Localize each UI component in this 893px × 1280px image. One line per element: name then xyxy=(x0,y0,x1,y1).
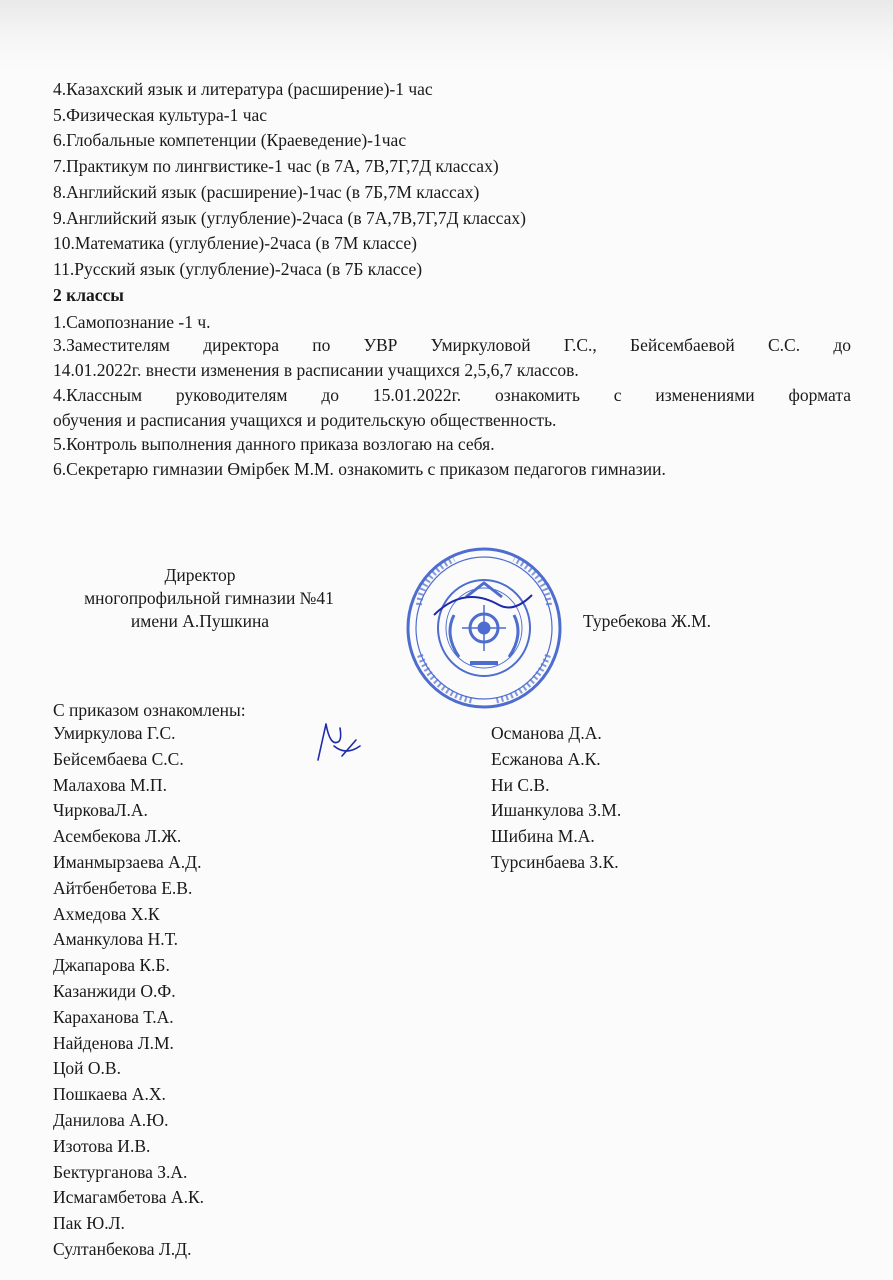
acquainted-name: Есжанова А.К. xyxy=(491,748,601,769)
acquainted-name: Шибина М.А. xyxy=(491,826,595,847)
acquainted-name: Казанжиди О.Ф. xyxy=(53,981,176,1001)
order-item: 5.Физическая культура-1 час xyxy=(53,104,268,125)
order-item: 6.Глобальные компетенции (Краеведение)-1час xyxy=(53,130,407,151)
order-item: 8.Английский язык (расширение)-1час (в 7Б,7М классах) xyxy=(53,181,480,202)
point-4-line-2: обучения и расписания учащихся и родительскую общественность. xyxy=(53,410,557,430)
point-5: 5.Контроль выполнения данного приказа возлогаю на себя. xyxy=(53,434,495,454)
acquainted-name: Караханова Т.А. xyxy=(53,1006,174,1027)
acquainted-name: Умиркулова Г.С. xyxy=(53,723,176,743)
order-item: 9.Английский язык (углубление)-2часа (в 7А,7В,7Г,7Д классах) xyxy=(53,207,526,228)
acquainted-name: Пак Ю.Л. xyxy=(53,1213,125,1234)
handwritten-signature xyxy=(312,716,364,764)
acquainted-name: Турсинбаева З.К. xyxy=(491,852,619,872)
point-3-line-2: 14.01.2022г. внести изменения в расписании учащихся 2,5,6,7 классов. xyxy=(53,360,579,380)
acquainted-name: Бейсембаева С.С. xyxy=(53,748,184,769)
acquainted-name: Цой О.В. xyxy=(53,1058,121,1079)
point-4-line-1: 4.Классным руководителям до 15.01.2022г. ознакомить с изменениями формата xyxy=(53,385,851,405)
order-item: 7.Практикум по лингвистике-1 час (в 7А, 7В,7Г,7Д классах) xyxy=(53,156,499,177)
acquainted-name: Ишанкулова З.М. xyxy=(491,800,622,821)
acquainted-name: Изотова И.В. xyxy=(53,1135,151,1156)
point-6: 6.Секретарю гимназии Өмірбек М.М. ознакомить с приказом педагогов гимназии. xyxy=(53,459,666,479)
director-school-name: имени А.Пушкина xyxy=(130,611,270,631)
director-school: многопрофильной гимназии №41 xyxy=(84,588,334,608)
acquainted-name: Асембекова Л.Ж. xyxy=(53,826,182,847)
director-name: Туребекова Ж.М. xyxy=(583,611,712,631)
order-item: 10.Математика (углубление)-2часа (в 7М классе) xyxy=(53,233,418,254)
acquainted-label: С приказом ознакомлены: xyxy=(53,700,246,720)
acquainted-name: Джапарова К.Б. xyxy=(53,955,170,976)
acquainted-name: Султанбекова Л.Д. xyxy=(53,1239,192,1259)
order-item: 11.Русский язык (углубление)-2часа (в 7Б классе) xyxy=(53,258,423,279)
official-seal-stamp xyxy=(404,545,564,711)
order-item: 4.Казахский язык и литература (расширение)-1 час xyxy=(53,79,433,99)
point-4 xyxy=(53,383,851,407)
acquainted-name: ЧирковаЛ.А. xyxy=(53,800,148,821)
point-3-line-1: 3.Заместителям директора по УВР Умиркуловой Г.С., Бейсембаевой С.С. до xyxy=(53,335,851,355)
acquainted-name: Аманкулова Н.Т. xyxy=(53,929,178,950)
acquainted-name: Ахмедова Х.К xyxy=(53,903,160,924)
director-title: Директор xyxy=(164,565,236,585)
grade2-heading: 2 классы xyxy=(53,285,124,305)
acquainted-name: Малахова М.П. xyxy=(53,774,167,795)
acquainted-name: Найденова Л.М. xyxy=(53,1032,174,1053)
acquainted-name: Османова Д.А. xyxy=(491,723,602,743)
acquainted-name: Данилова А.Ю. xyxy=(53,1110,169,1130)
acquainted-name: Ни С.В. xyxy=(491,774,550,795)
acquainted-name: Исмагамбетова А.К. xyxy=(53,1187,204,1208)
acquainted-name: Иманмырзаева А.Д. xyxy=(53,852,202,872)
acquainted-name: Бектурганова З.А. xyxy=(53,1161,188,1182)
acquainted-name: Айтбенбетова Е.В. xyxy=(53,877,193,898)
point-3 xyxy=(53,333,851,357)
grade2-item: 1.Самопознание -1 ч. xyxy=(53,312,211,332)
acquainted-name: Пошкаева А.Х. xyxy=(53,1084,166,1105)
